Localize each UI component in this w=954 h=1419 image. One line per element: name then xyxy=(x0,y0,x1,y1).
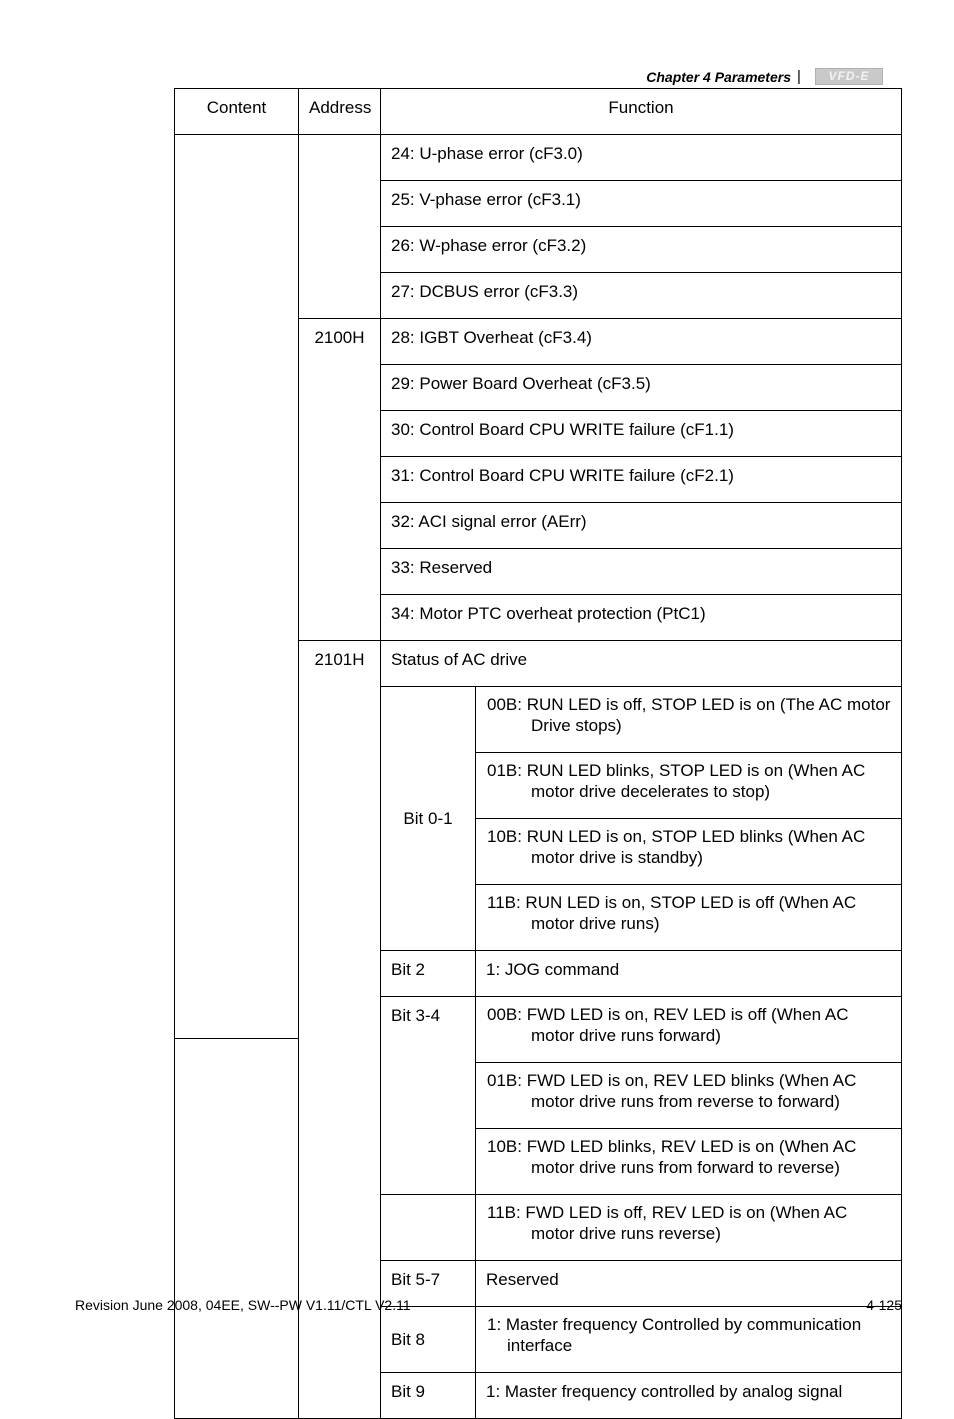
address-2101h: 2101H xyxy=(299,641,381,1419)
footer-page-number: 4-125 xyxy=(866,1297,902,1313)
bit-label-2: Bit 2 xyxy=(381,951,476,997)
bit-label-0-1: Bit 0-1 xyxy=(381,687,476,951)
chapter-title: Chapter 4 Parameters xyxy=(646,69,791,85)
error-item: 30: Control Board CPU WRITE failure (cF1.1) xyxy=(381,411,902,457)
column-header-address: Address xyxy=(299,89,381,135)
bit-value: 11B: RUN LED is on, STOP LED is off (When AC motor drive runs) xyxy=(476,885,902,951)
table-header-row xyxy=(175,89,902,135)
error-item: 32: ACI signal error (AErr) xyxy=(381,503,902,549)
logo-text: VFD-E xyxy=(828,69,870,83)
error-item: 29: Power Board Overheat (cF3.5) xyxy=(381,365,902,411)
error-item: 26: W-phase error (cF3.2) xyxy=(381,227,902,273)
bit-value: 1: Master frequency Controlled by communication interface xyxy=(476,1307,902,1373)
error-item: 34: Motor PTC overheat protection (PtC1) xyxy=(381,595,902,641)
bit-value: 10B: FWD LED blinks, REV LED is on (When AC motor drive runs from forward to reverse) xyxy=(476,1129,902,1195)
parameter-table xyxy=(174,88,902,1419)
bit-value: 1: JOG command xyxy=(476,951,902,997)
bit-value: 1: Master frequency controlled by analog signal xyxy=(476,1373,902,1419)
status-label: Status of AC drive xyxy=(381,641,902,687)
bit-value: 01B: RUN LED blinks, STOP LED is on (When AC motor drive decelerates to stop) xyxy=(476,753,902,819)
error-item: 31: Control Board CPU WRITE failure (cF2.1) xyxy=(381,457,902,503)
column-header-content: Content xyxy=(175,89,299,135)
error-item: 28: IGBT Overheat (cF3.4) xyxy=(381,319,902,365)
address-cell-empty xyxy=(299,135,381,319)
bit-label-empty xyxy=(381,1195,476,1261)
error-item: 33: Reserved xyxy=(381,549,902,595)
table-row xyxy=(175,135,902,181)
bit-label-5-7: Bit 5-7 xyxy=(381,1261,476,1307)
content-cell xyxy=(175,135,299,1419)
content-divider xyxy=(174,1038,299,1039)
bit-label-8: Bit 8 xyxy=(381,1307,476,1373)
error-item: 25: V-phase error (cF3.1) xyxy=(381,181,902,227)
bit-label-9: Bit 9 xyxy=(381,1373,476,1419)
bit-value: 10B: RUN LED is on, STOP LED blinks (When AC motor drive is standby) xyxy=(476,819,902,885)
bit-value: 00B: FWD LED is on, REV LED is off (When AC motor drive runs forward) xyxy=(476,997,902,1063)
bit-value: 00B: RUN LED is off, STOP LED is on (The AC motor Drive stops) xyxy=(476,687,902,753)
bit-label-3-4: Bit 3-4 xyxy=(381,997,476,1195)
error-item: 27: DCBUS error (cF3.3) xyxy=(381,273,902,319)
bit-value: 01B: FWD LED is on, REV LED blinks (When AC motor drive runs from reverse to forward) xyxy=(476,1063,902,1129)
bit-value: 11B: FWD LED is off, REV LED is on (When AC motor drive runs reverse) xyxy=(476,1195,902,1261)
header-separator: | xyxy=(797,68,801,85)
address-2100h: 2100H xyxy=(299,319,381,641)
bit-value: Reserved xyxy=(476,1261,902,1307)
column-header-function: Function xyxy=(381,89,902,135)
vfd-logo xyxy=(815,68,883,85)
page-header xyxy=(0,66,954,88)
error-item: 24: U-phase error (cF3.0) xyxy=(381,135,902,181)
footer-revision: Revision June 2008, 04EE, SW--PW V1.11/CTL V2.11 xyxy=(75,1297,411,1313)
